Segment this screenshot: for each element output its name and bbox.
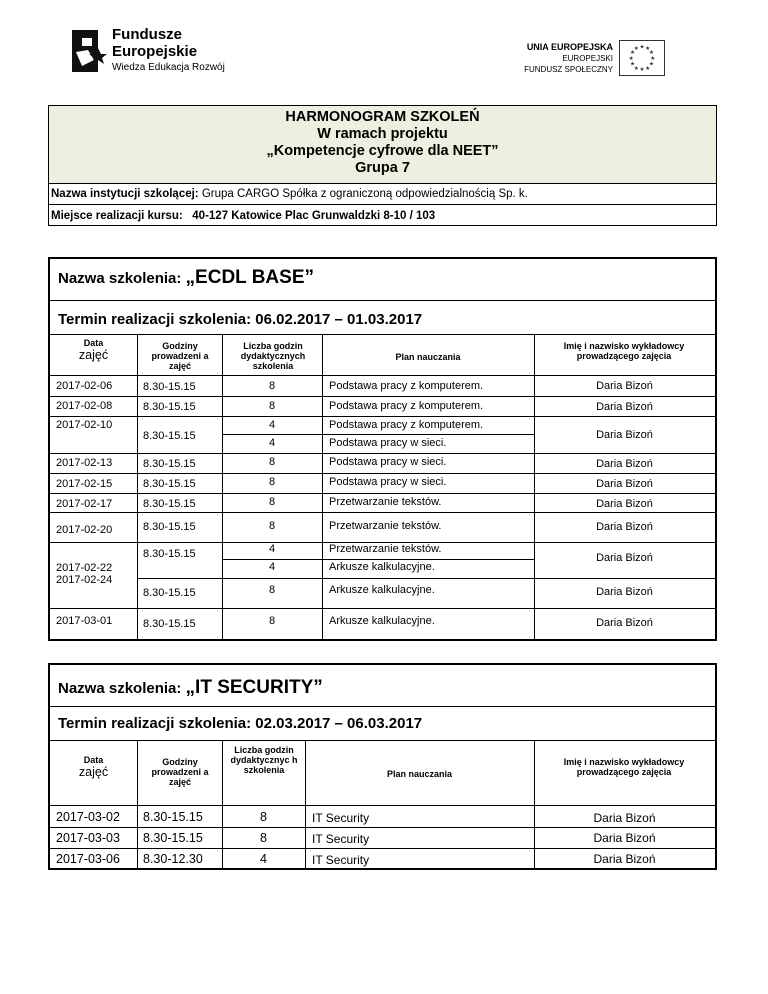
- cell-count: 8: [268, 520, 276, 532]
- course-name-label: Nazwa szkolenia:: [58, 680, 186, 697]
- schedule-table: [50, 741, 715, 868]
- svg-text:★: ★: [639, 67, 645, 74]
- cell-date: 2017-02-24: [56, 574, 113, 586]
- cell-count: 4: [268, 437, 276, 449]
- col-hours-header: Godziny prowadzeni a zajęć: [151, 757, 209, 787]
- cell-hours: 8.30-15.15: [143, 548, 196, 560]
- cell-plan: Arkusze kalkulacyjne.: [329, 561, 435, 573]
- col-plan-header: Plan nauczania: [386, 769, 453, 779]
- cell-date: 2017-02-06: [56, 380, 113, 392]
- cell-date: 2017-03-03: [56, 831, 120, 845]
- cell-teacher: Daria Bizoń: [596, 617, 653, 629]
- col-count-header: Liczba godzin dydaktycznyc h szkolenia: [230, 745, 298, 775]
- cell-count: 8: [260, 810, 267, 824]
- institution-label: Nazwa instytucji szkolącej:: [51, 188, 199, 200]
- cell-teacher: Daria Bizoń: [596, 586, 653, 598]
- cell-plan: Arkusze kalkulacyjne.: [329, 615, 435, 627]
- cell-hours: 8.30-15.15: [143, 381, 196, 393]
- fe-logo-line1: Fundusze: [112, 26, 182, 43]
- course-it-security: [48, 663, 717, 870]
- cell-count: 4: [268, 561, 276, 573]
- cell-plan: Podstawa pracy w sieci.: [329, 476, 447, 488]
- cell-teacher: Daria Bizoń: [596, 498, 653, 510]
- cell-count: 8: [268, 496, 276, 508]
- cell-teacher: Daria Bizoń: [596, 380, 653, 392]
- svg-text:★: ★: [650, 55, 656, 62]
- schedule-table: [50, 335, 715, 639]
- cell-plan: IT Security: [312, 853, 370, 867]
- cell-hours: 8.30-12.30: [143, 852, 203, 866]
- svg-text:★: ★: [630, 50, 636, 57]
- cell-hours: 8.30-15.15: [143, 831, 203, 845]
- cell-teacher: Daria Bizoń: [593, 831, 656, 845]
- schedule-title: [49, 106, 716, 184]
- schedule-header: [48, 105, 717, 226]
- cell-date: 2017-02-10: [56, 419, 113, 431]
- cell-hours: 8.30-15.15: [143, 618, 196, 630]
- cell-teacher: Daria Bizoń: [596, 458, 653, 470]
- eu-logo-line2: EUROPEJSKI: [562, 54, 613, 63]
- cell-teacher: Daria Bizoń: [596, 552, 653, 564]
- cell-date: 2017-03-06: [56, 852, 120, 866]
- cell-date: 2017-03-01: [56, 615, 113, 627]
- cell-plan: Podstawa pracy z komputerem.: [329, 400, 484, 412]
- place-label: Miejsce realizacji kursu:: [51, 210, 183, 222]
- title-line: HARMONOGRAM SZKOLEŃ: [285, 109, 480, 125]
- col-teacher-header: Imię i nazwisko wykładowcy prowadzącego zajęcia: [563, 757, 685, 777]
- cell-count: 8: [268, 584, 276, 596]
- cell-hours: 8.30-15.15: [143, 401, 196, 413]
- title-line: W ramach projektu: [317, 126, 448, 142]
- course-name: [58, 677, 323, 699]
- cell-teacher: Daria Bizoń: [593, 852, 656, 866]
- svg-text:★: ★: [633, 65, 639, 72]
- col-plan-header: Plan nauczania: [395, 352, 461, 362]
- cell-date: 2017-02-22: [56, 562, 113, 574]
- svg-text:★: ★: [639, 44, 645, 51]
- course-term: Termin realizacji szkolenia: 02.03.2017 – 06.03.2017: [58, 715, 423, 732]
- course-name-value: „IT SECURITY”: [185, 677, 323, 698]
- cell-count: 8: [260, 831, 267, 845]
- place-value: 40-127 Katowice Plac Grunwaldzki 8-10 / 103: [192, 210, 436, 222]
- cell-count: 4: [268, 419, 276, 431]
- svg-text:★: ★: [645, 65, 651, 72]
- cell-teacher: Daria Bizoń: [596, 429, 653, 441]
- cell-date: 2017-02-20: [56, 524, 113, 536]
- eu-logo-line3: FUNDUSZ SPOŁECZNY: [524, 65, 613, 74]
- col-date-header: Data zajęć: [78, 755, 109, 779]
- col-hours-header: Godziny prowadzeni a zajęć: [151, 341, 209, 371]
- eu-efs-logo: [505, 40, 665, 82]
- cell-date: 2017-02-17: [56, 498, 113, 510]
- cell-hours: 8.30-15.15: [143, 810, 203, 824]
- title-line: Grupa 7: [355, 160, 410, 176]
- cell-plan: Przetwarzanie tekstów.: [329, 496, 442, 508]
- cell-count: 8: [268, 456, 276, 468]
- cell-count: 8: [268, 400, 276, 412]
- course-name-label: Nazwa szkolenia:: [58, 270, 186, 287]
- cell-plan: Podstawa pracy w sieci.: [329, 456, 447, 468]
- svg-text:★: ★: [645, 45, 651, 52]
- cell-count: 4: [268, 543, 276, 555]
- cell-plan: Podstawa pracy z komputerem.: [329, 380, 484, 392]
- svg-text:★: ★: [633, 45, 639, 52]
- cell-plan: IT Security: [312, 832, 370, 846]
- cell-plan: Przetwarzanie tekstów.: [329, 520, 442, 532]
- cell-hours: 8.30-15.15: [143, 521, 196, 533]
- svg-text:★: ★: [628, 55, 634, 62]
- title-line: „Kompetencje cyfrowe dla NEET”: [266, 143, 499, 159]
- cell-date: 2017-03-02: [56, 810, 120, 824]
- institution-row: [51, 188, 528, 200]
- institution-value: Grupa CARGO Spółka z ograniczoną odpowiedzialnością Sp. k.: [198, 188, 528, 200]
- cell-teacher: Daria Bizoń: [593, 811, 656, 825]
- cell-hours: 8.30-15.15: [143, 458, 196, 470]
- fe-logo-line3: Wiedza Edukacja Rozwój: [112, 62, 225, 73]
- eu-logo-line1: UNIA EUROPEJSKA: [526, 42, 613, 52]
- col-teacher-header: Imię i nazwisko wykładowcy prowadzącego zajęcia: [563, 341, 685, 361]
- cell-count: 8: [268, 615, 276, 627]
- course-term: Termin realizacji szkolenia: 06.02.2017 – 01.03.2017: [58, 311, 423, 328]
- fundusze-europejskie-logo: [68, 24, 248, 80]
- cell-count: 4: [260, 852, 267, 866]
- svg-text:★: ★: [630, 61, 636, 68]
- svg-text:★: ★: [648, 61, 654, 68]
- place-row: [51, 210, 435, 222]
- svg-text:★: ★: [648, 50, 654, 57]
- cell-date: 2017-02-08: [56, 400, 113, 412]
- cell-hours: 8.30-15.15: [143, 478, 196, 490]
- cell-teacher: Daria Bizoń: [596, 478, 653, 490]
- cell-plan: Podstawa pracy w sieci.: [329, 437, 447, 449]
- cell-plan: Przetwarzanie tekstów.: [329, 543, 442, 555]
- fe-logo-mark-icon: [68, 26, 108, 76]
- cell-plan: Arkusze kalkulacyjne.: [329, 584, 435, 596]
- eu-flag-icon: [619, 40, 665, 76]
- cell-date: 2017-02-15: [56, 478, 113, 490]
- col-date-header: Data zajęć: [78, 338, 109, 362]
- course-ecdl-base: [48, 257, 717, 641]
- cell-teacher: Daria Bizoń: [596, 401, 653, 413]
- course-name: [58, 267, 314, 289]
- cell-plan: Podstawa pracy z komputerem.: [329, 419, 484, 431]
- cell-count: 8: [268, 380, 276, 392]
- cell-teacher: Daria Bizoń: [596, 521, 653, 533]
- cell-date: 2017-02-13: [56, 457, 113, 469]
- cell-hours: 8.30-15.15: [143, 587, 196, 599]
- fe-logo-line2: Europejskie: [112, 43, 198, 60]
- cell-count: 8: [268, 476, 276, 488]
- cell-hours: 8.30-15.15: [143, 430, 196, 442]
- cell-hours: 8.30-15.15: [143, 498, 196, 510]
- cell-plan: IT Security: [312, 811, 370, 825]
- col-count-header: Liczba godzin dydaktycznych szkolenia: [240, 341, 306, 371]
- course-name-value: „ECDL BASE”: [185, 267, 314, 288]
